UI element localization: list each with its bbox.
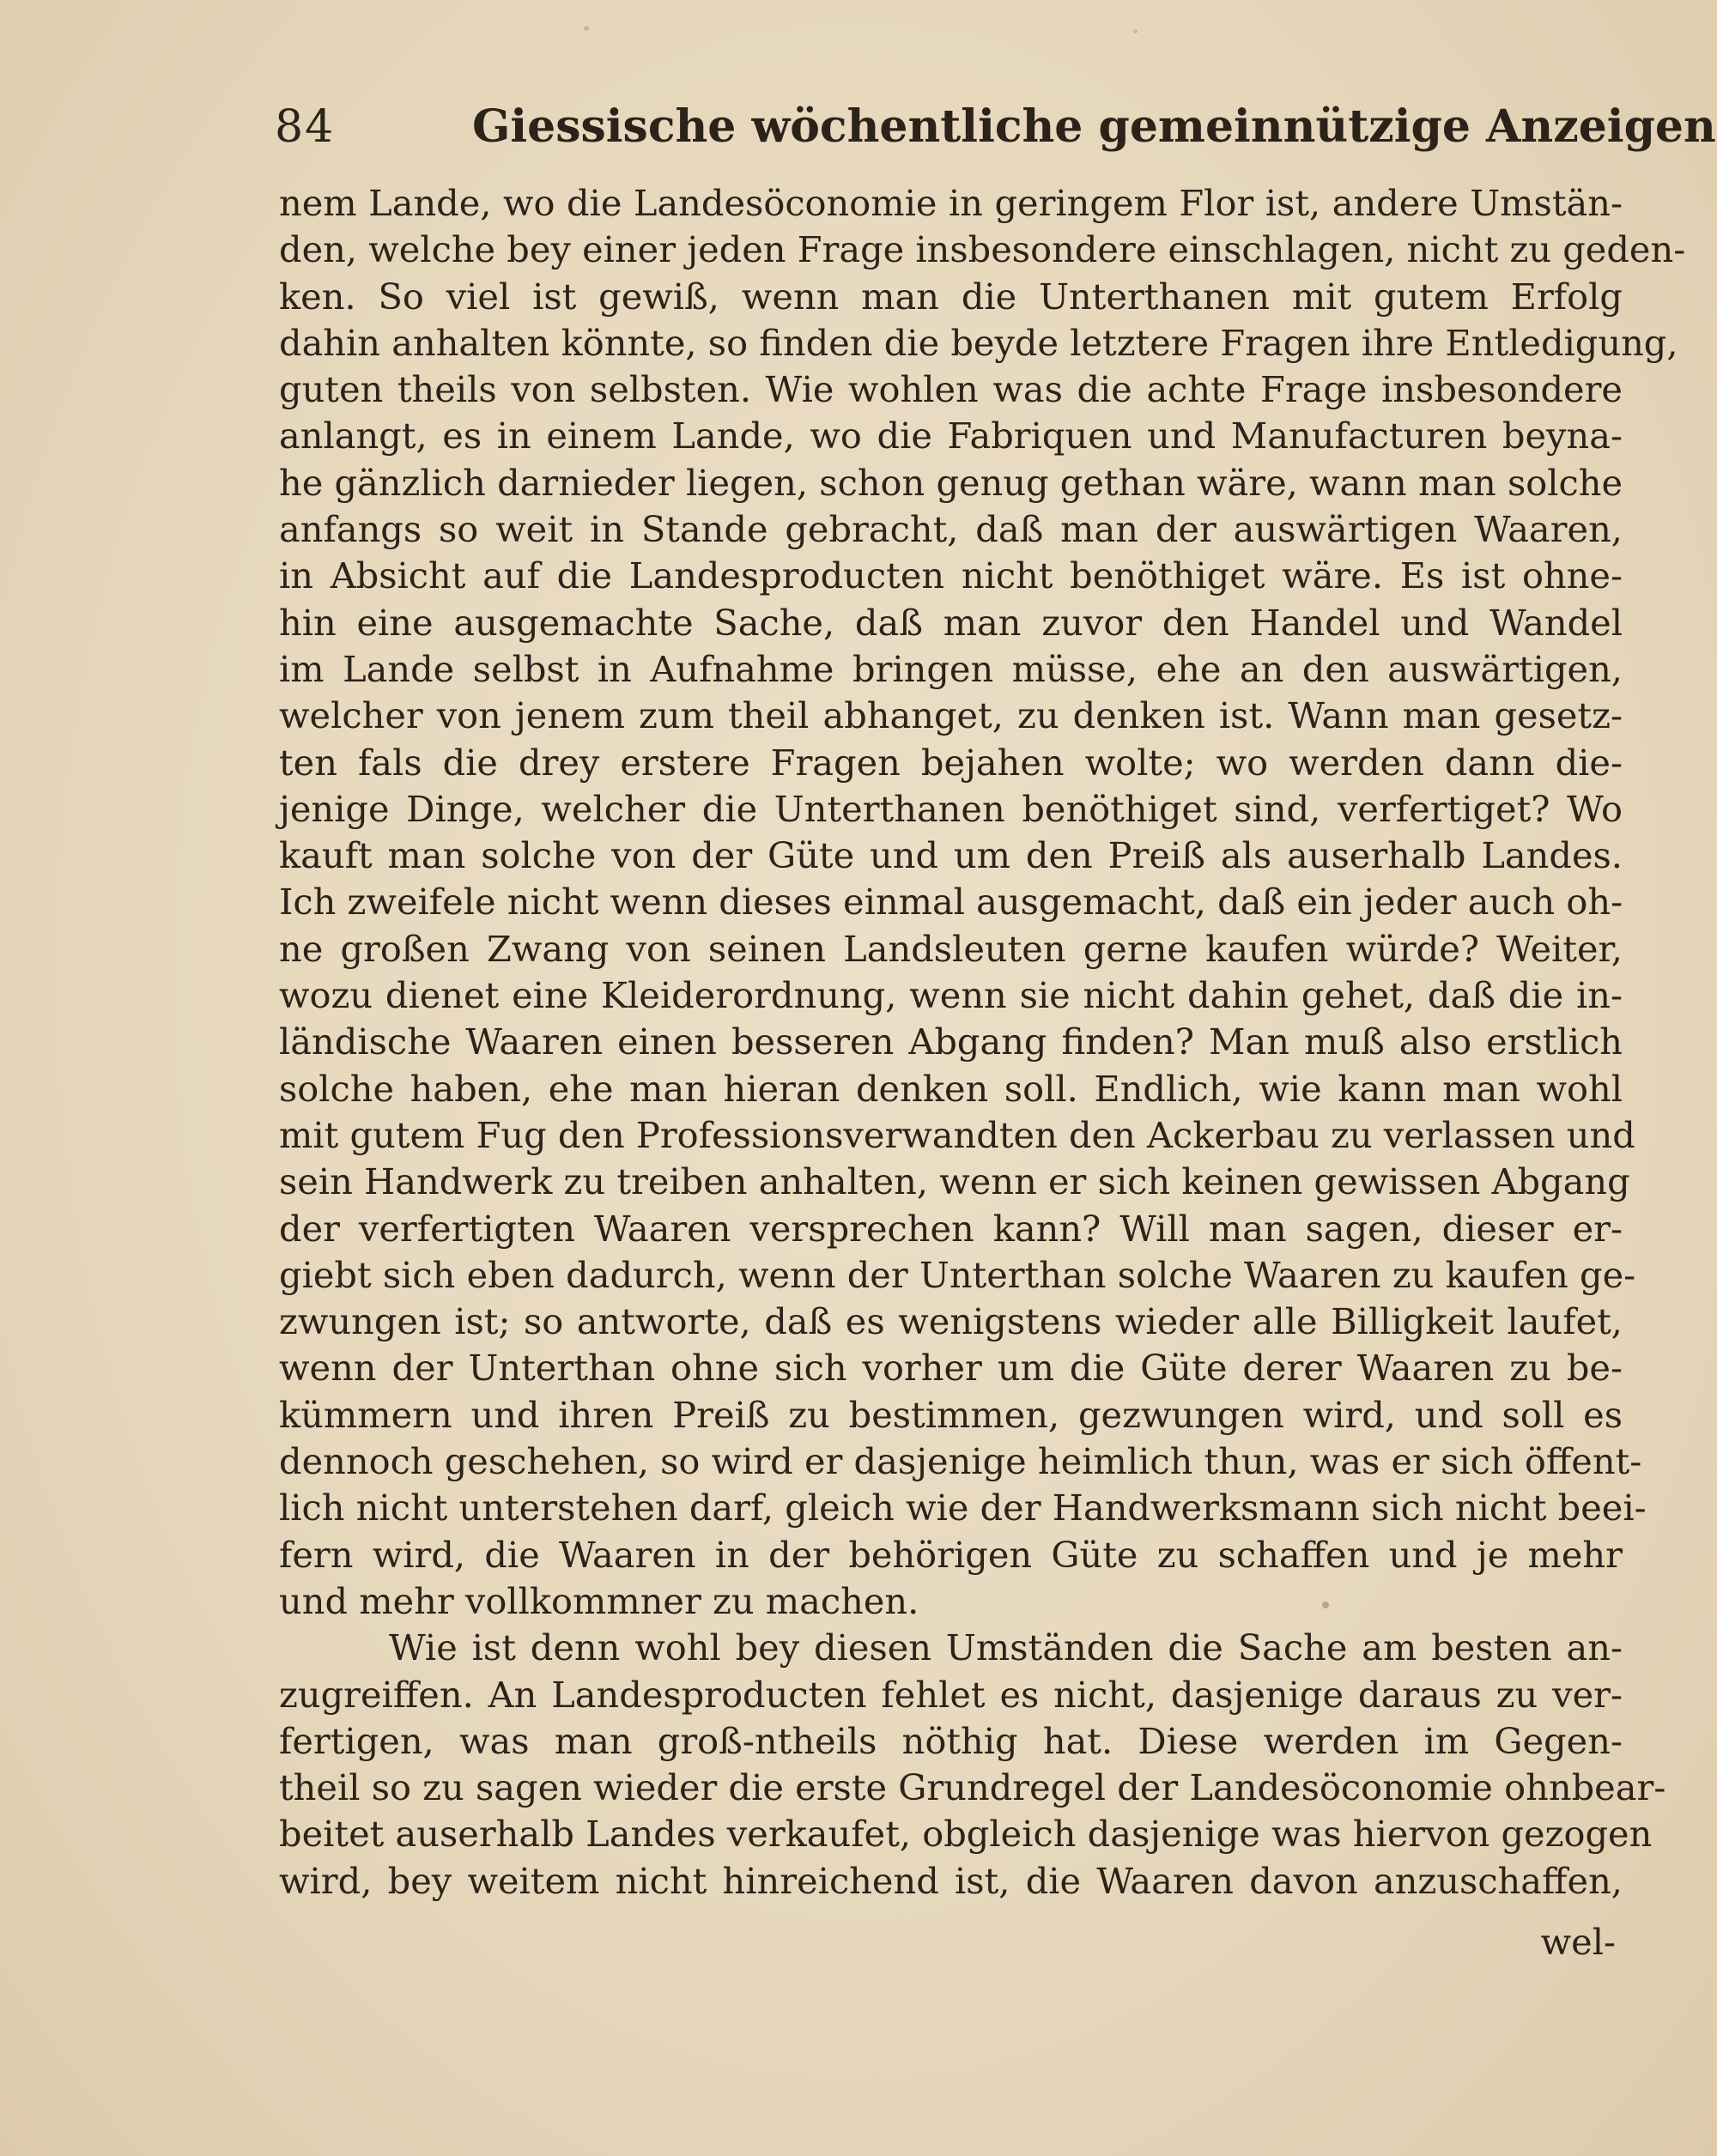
text-line: im Lande selbst in Aufnahme bringen müsse, ehe an den auswärtigen, xyxy=(279,647,1623,690)
text-line: ne großen Zwang von seinen Landsleuten gerne kaufen würde? Weiter, xyxy=(279,927,1623,970)
text-line: nem Lande, wo die Landesöconomie in geringem Flor ist, andere Umstän- xyxy=(279,182,1623,224)
catchword: wel- xyxy=(1540,1921,1616,1963)
text-line: anlangt, es in einem Lande, wo die Fabriquen und Manufacturen beyna- xyxy=(279,415,1623,457)
text-line: kauft man solche von der Güte und um den Preiß als auserhalb Landes. xyxy=(279,834,1623,877)
text-line: fertigen, was man groß-ntheils nöthig hat. Diese werden im Gegen- xyxy=(279,1719,1623,1762)
paper-speck xyxy=(584,26,589,31)
paper-speck xyxy=(1133,29,1138,33)
text-line: der verfertigten Waaren versprechen kann? Will man sagen, dieser er- xyxy=(279,1207,1623,1250)
body-text xyxy=(279,180,1686,1905)
text-line: wenn der Unterthan ohne sich vorher um die Güte derer Waaren zu be- xyxy=(279,1347,1623,1390)
text-line: lich nicht unterstehen darf, gleich wie der Handwerksmann sich nicht beei- xyxy=(279,1487,1647,1529)
text-line: dahin anhalten könnte, so finden die beyde letztere Fragen ihre Entledigung, xyxy=(279,321,1678,364)
text-line: anfangs so weit in Stande gebracht, daß man der auswärtigen Waaren, xyxy=(279,508,1623,551)
text-line: solche haben, ehe man hieran denken soll. Endlich, wie kann man wohl xyxy=(279,1067,1623,1110)
text-line: dennoch geschehen, so wird er dasjenige heimlich thun, was er sich öffent- xyxy=(279,1440,1642,1483)
text-line: welcher von jenem zum theil abhanget, zu denken ist. Wann man gesetz- xyxy=(279,694,1623,737)
running-header xyxy=(275,93,1716,161)
running-title: Giessische wöchentliche gemeinnützige Anzeigen xyxy=(472,100,1716,153)
text-line: hin eine ausgemachte Sache, daß man zuvor den Handel und Wandel xyxy=(279,601,1623,644)
text-line: guten theils von selbsten. Wie wohlen was die achte Frage insbesondere xyxy=(279,368,1623,411)
text-line: kümmern und ihren Preiß zu bestimmen, gezwungen wird, und soll es xyxy=(279,1393,1623,1436)
text-line: zwungen ist; so antworte, daß es wenigstens wieder alle Billigkeit laufet, xyxy=(279,1300,1623,1343)
text-line: beitet auserhalb Landes verkaufet, obgleich dasjenige was hiervon gezogen xyxy=(279,1813,1653,1856)
text-line: Ich zweifele nicht wenn dieses einmal ausgemacht, daß ein jeder auch oh- xyxy=(279,881,1623,924)
text-line: theil so zu sagen wieder die erste Grundregel der Landesöconomie ohnbear- xyxy=(279,1766,1666,1809)
text-line: ken. So viel ist gewiß, wenn man die Unterthanen mit gutem Erfolg xyxy=(279,275,1623,318)
text-line: mit gutem Fug den Professionsverwandten den Ackerbau zu verlassen und xyxy=(279,1113,1635,1156)
page-number: 84 xyxy=(275,101,336,153)
text-line: zugreiffen. An Landesproducten fehlet es nicht, dasjenige daraus zu ver- xyxy=(279,1673,1623,1716)
text-line: wird, bey weitem nicht hinreichend ist, die Waaren davon anzuschaffen, xyxy=(279,1859,1623,1902)
paragraph-end-line: und mehr vollkommner zu machen. xyxy=(279,1579,919,1622)
text-line: den, welche bey einer jeden Frage insbesondere einschlagen, nicht zu geden- xyxy=(279,228,1686,271)
text-line: in Absicht auf die Landesproducten nicht benöthiget wäre. Es ist ohne- xyxy=(279,554,1623,597)
paragraph-start-line: Wie ist denn wohl bey diesen Umständen die Sache am besten an- xyxy=(389,1626,1623,1669)
text-line: ländische Waaren einen besseren Abgang finden? Man muß also erstlich xyxy=(279,1020,1623,1063)
text-line: giebt sich eben dadurch, wenn der Unterthan solche Waaren zu kaufen ge- xyxy=(279,1253,1636,1296)
text-line: jenige Dinge, welcher die Unterthanen benöthiget sind, verfertiget? Wo xyxy=(279,787,1623,830)
text-line: sein Handwerk zu treiben anhalten, wenn er sich keinen gewissen Abgang xyxy=(279,1160,1630,1203)
text-line: fern wird, die Waaren in der behörigen Güte zu schaffen und je mehr xyxy=(279,1533,1623,1576)
text-line: wozu dienet eine Kleiderordnung, wenn sie nicht dahin gehet, daß die in- xyxy=(279,974,1623,1017)
text-line: ten fals die drey erstere Fragen bejahen wolte; wo werden dann die- xyxy=(279,741,1623,784)
text-line: he gänzlich darnieder liegen, schon genug gethan wäre, wann man solche xyxy=(279,461,1623,504)
